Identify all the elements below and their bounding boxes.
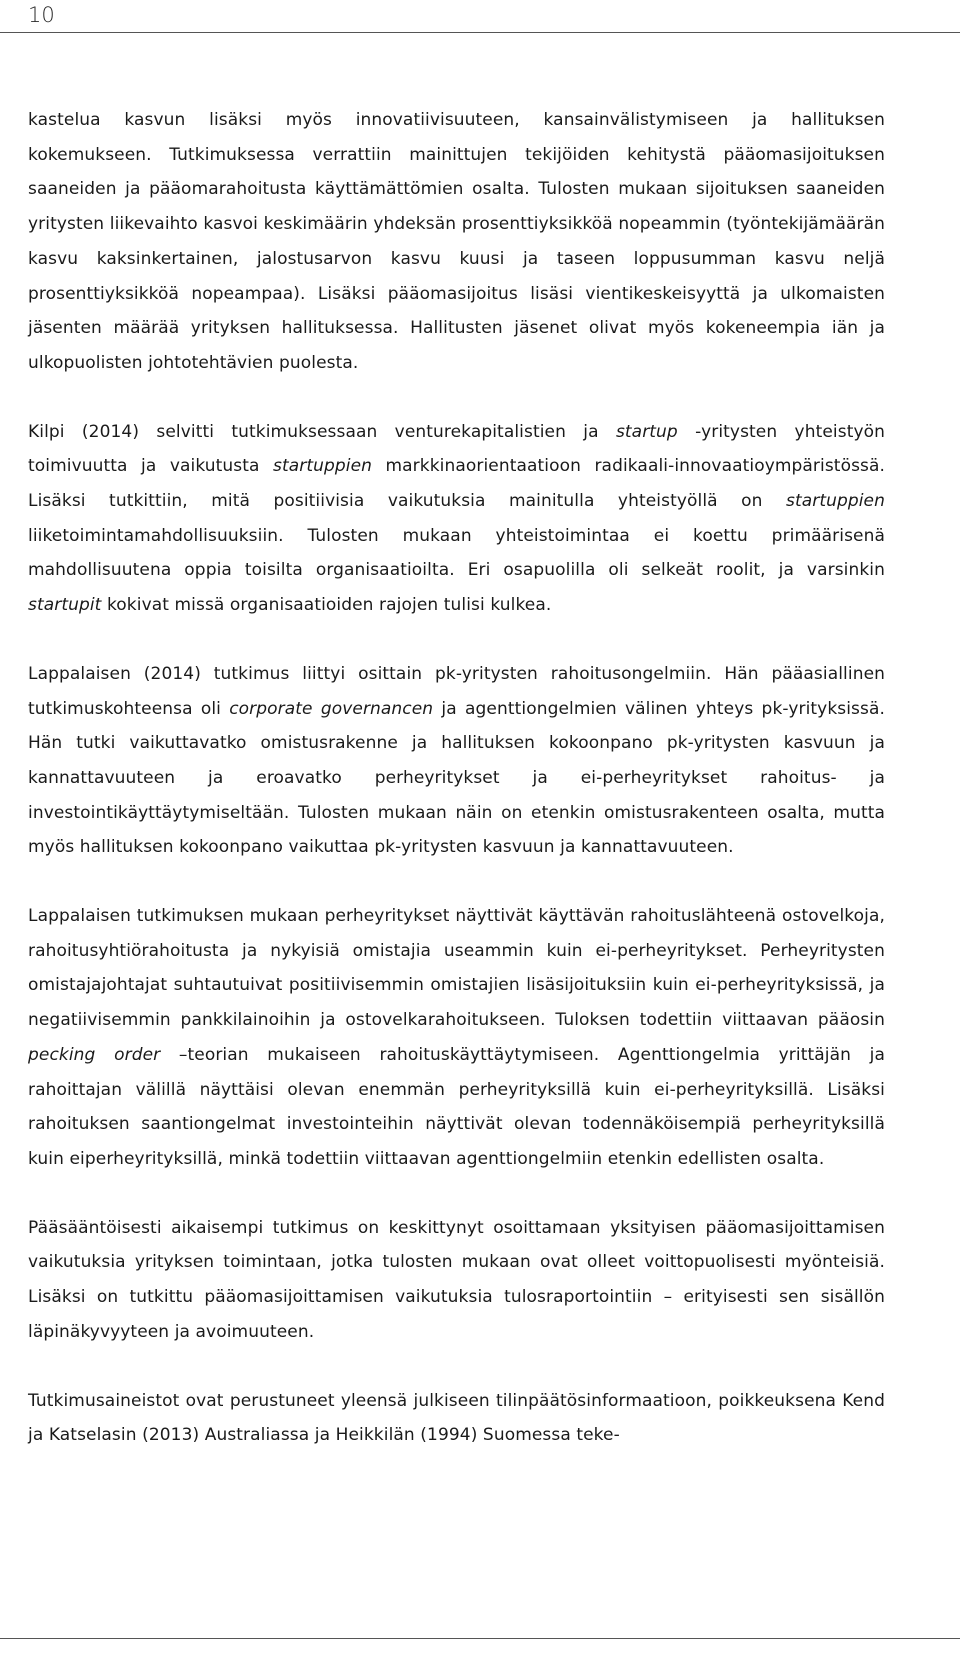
paragraph-text: kokivat missä organisaatioiden rajojen tulisi kulkea. <box>101 595 552 616</box>
italic-term: corporate governancen <box>229 698 434 719</box>
italic-term: startuppien <box>273 456 373 477</box>
paragraph-text: liiketoimintamahdollisuuksiin. Tulosten mukaan yhteistoimintaa ei koettu primäärisenä mahdollisuutena oppia toisilta organisaatioilta. Eri osapuolilla oli selkeät roolit, ja varsinkin <box>28 525 885 581</box>
footer-rule <box>0 1638 960 1639</box>
paragraph-text: markkinaorientaatioon radikaali-innovaatioympäristössä. Lisäksi tutkittiin, mitä positiivisia vaikutuksia mainitulla yhteistyöllä on <box>28 456 886 512</box>
body-text <box>28 103 885 1453</box>
paragraph-lappalainen-2014 <box>28 657 885 865</box>
paragraph-text: -yritysten yhteistyön toimivuutta ja vaikutusta <box>28 421 885 477</box>
paragraph-innovation-results <box>28 103 885 381</box>
paragraph-prior-research <box>28 1211 885 1350</box>
paragraph-research-data <box>28 1384 885 1453</box>
italic-term: startup <box>615 421 678 442</box>
paragraph-text: ja agenttiongelmien välinen yhteys pk-yrityksissä. Hän tutki vaikuttavatko omistusrakenne ja hallituksen kokoonpano pk-yritysten kasvuun ja kannattavuuteen ja eroavatko perheyritykset ja ei-perheyritykset rahoitus- ja investointikäyttäytymiseltään. Tulosten mukaan näin on etenkin omistusrakenteen osalta, mutta myös hallituksen kokoonpano vaikuttaa pk-yritysten kasvuun ja kannattavuuteen. <box>28 698 885 858</box>
italic-term: startupit <box>28 595 102 616</box>
paragraph-kilpi-2014 <box>28 415 885 623</box>
paragraph-text: Lappalaisen tutkimuksen mukaan perheyritykset näyttivät käyttävän rahoituslähteenä ostovelkoja, rahoitusyhtiörahoitusta ja nykyisiä omistajia useammin kuin ei-perheyritykset. Perheyritysten omistajajohtajat suhtautuivat positiivisemmin omistajien lisäsijoituksiin kuin ei-perheyrityksissä, ja negatiivisemmin pankkilainoihin ja ostovelkarahoitukseen. Tuloksen todettiin viittaavan pääosin <box>28 906 885 1031</box>
paragraph-text: Kilpi (2014) selvitti tutkimuksessaan venturekapitalistien ja <box>28 421 616 442</box>
paragraph-text: Tutkimusaineistot ovat perustuneet yleensä julkiseen tilinpäätösinformaatioon, poikkeuksena Kend ja Katselasin (2013) Australiassa ja Heikkilän (1994) Suomessa teke- <box>28 1390 885 1446</box>
paragraph-text: Pääsääntöisesti aikaisempi tutkimus on keskittynyt osoittamaan yksityisen pääomasijoittamisen vaikutuksia yrityksen toimintaan, jotka tulosten mukaan ovat olleet voittopuolisesti myönteisiä. Lisäksi on tutkittu pääomasijoittamisen vaikutuksia tulosraportointiin – erityisesti sen sisällön läpinäkyvyyteen ja avoimuuteen. <box>28 1217 885 1342</box>
paragraph-text: kastelua kasvun lisäksi myös innovatiivisuuteen, kansainvälistymiseen ja hallituksen kokemukseen. Tutkimuksessa verrattiin mainittujen tekijöiden kehitystä pääomasijoituksen saaneiden ja pääomarahoitusta käyttämättömien osalta. Tulosten mukaan sijoituksen saaneiden yritysten liikevaihto kasvoi keskimäärin yhdeksän prosenttiyksikköä nopeammin (työntekijämäärän kasvu kaksinkertainen, jalostusarvon kasvu kuusi ja taseen loppusumman kasvu neljä prosenttiyksikköä nopeampaa). Lisäksi pääomasijoitus lisäsi vientikeskeisyyttä ja ulkomaisten jäsenten määrää yrityksen hallituksessa. Hallitusten jäsenet olivat myös kokeneempia iän ja ulkopuolisten johtotehtävien puolesta. <box>28 110 885 373</box>
paragraph-text: –teorian mukaiseen rahoituskäyttäytymiseen. Agenttiongelmia yrittäjän ja rahoittajan välillä näyttäisi olevan enemmän perheyrityksillä kuin ei-perheyrityksillä. Lisäksi rahoituksen saantiongelmat investointeihin näyttivät olevan todennäköisempiä perheyrityksillä kuin eiperheyrityksillä, minkä todettiin viittaavan agenttiongelmiin etenkin edellisten osalta. <box>28 1044 885 1169</box>
italic-term: pecking order <box>28 1044 161 1065</box>
paragraph-family-firms <box>28 899 885 1177</box>
italic-term: startuppien <box>785 491 885 512</box>
header-rule <box>0 32 960 33</box>
page-number: 10 <box>28 3 55 27</box>
paragraph-text: Lappalaisen (2014) tutkimus liittyi osittain pk-yritysten rahoitusongelmiin. Hän pääasiallinen tutkimuskohteensa oli <box>28 663 885 719</box>
